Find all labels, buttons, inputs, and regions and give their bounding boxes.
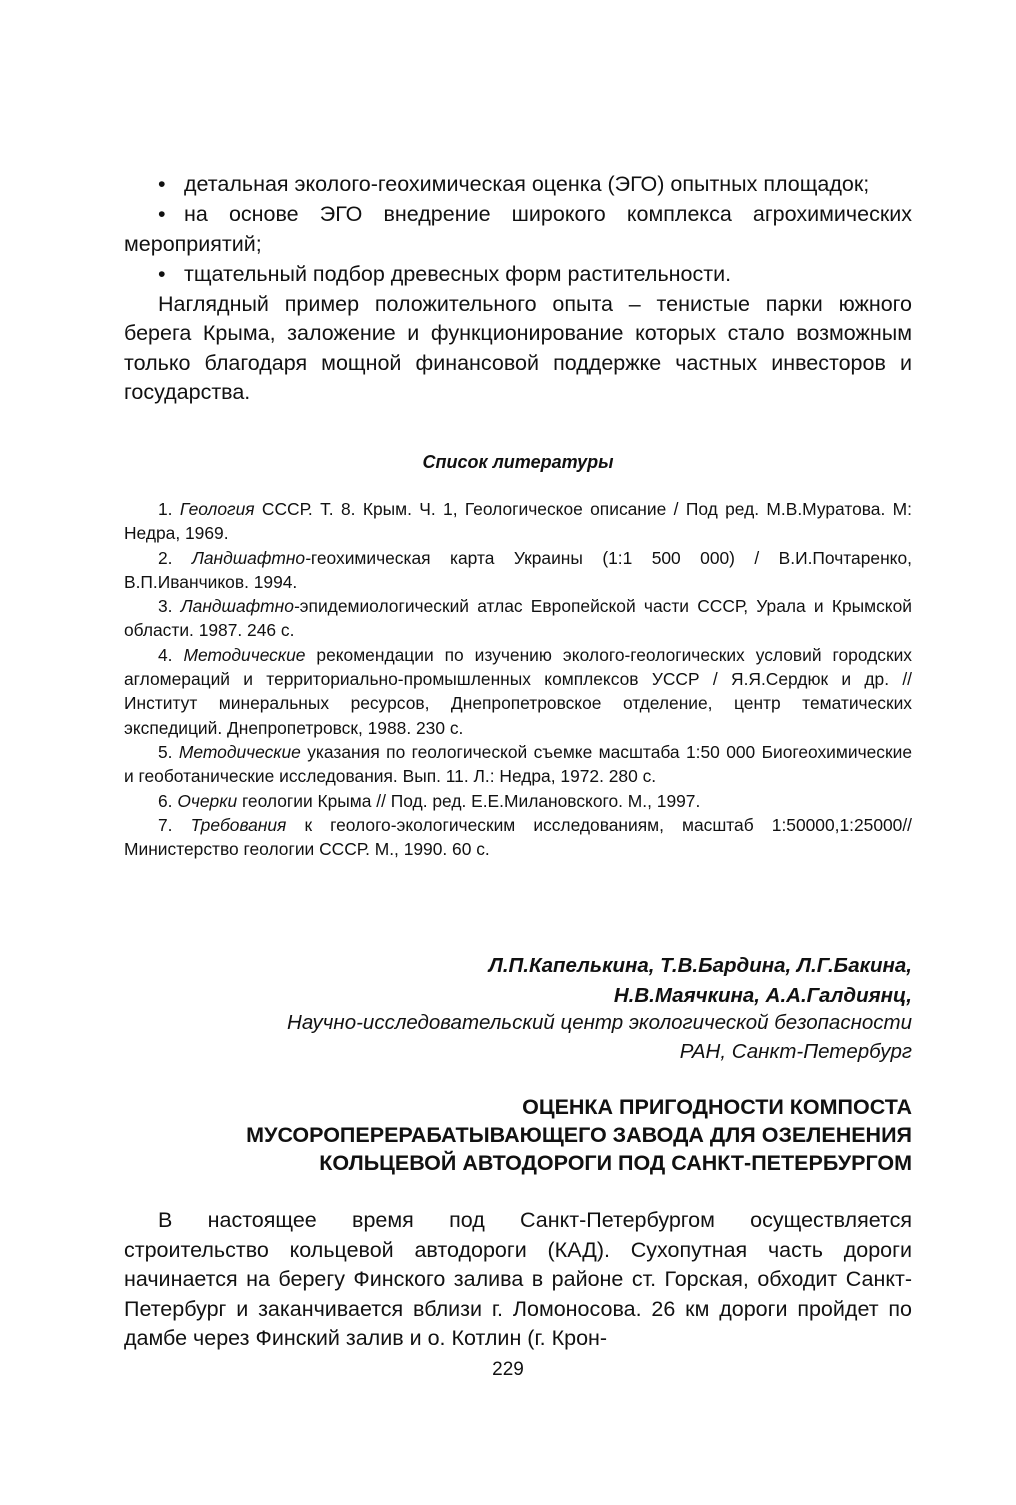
authors-line: Л.П.Капелькина, Т.В.Бардина, Л.Г.Бакина, <box>488 954 912 977</box>
bullet-dot-icon: • <box>158 172 166 196</box>
reference-keyword: Очерки <box>177 790 238 811</box>
references-heading: Список литературы <box>422 452 614 472</box>
bullet-dot-icon: • <box>158 261 166 286</box>
reference-item <box>124 594 912 643</box>
bullet-text: тщательный подбор древесных форм растительности. <box>184 261 732 286</box>
reference-item <box>124 497 912 546</box>
reference-keyword: Методические <box>178 741 301 762</box>
bullet-text: детальная эколого-геохимическая оценка (ЭГО) опытных площадок; <box>184 172 870 196</box>
bullet-dot-icon: • <box>158 202 166 227</box>
reference-number: 4. <box>158 644 173 665</box>
article-title <box>112 1093 912 1177</box>
reference-number: 5. <box>158 741 173 762</box>
article-title-line: ОЦЕНКА ПРИГОДНОСТИ КОМПОСТА <box>522 1095 912 1119</box>
page-number: 229 <box>492 1359 524 1380</box>
references-list <box>124 497 912 861</box>
reference-text: геологии Крыма // Под. ред. Е.Е.Милановского. М., 1997. <box>237 790 701 811</box>
affiliation <box>124 1008 912 1066</box>
bullet-item <box>124 170 912 199</box>
article-title-line: МУСОРОПЕРЕРАБАТЫВАЮЩЕГО ЗАВОДА ДЛЯ ОЗЕЛЕНЕНИЯ <box>246 1123 912 1147</box>
reference-text: геохимическая карта Украины (1:1 500 000) / В.И.Почтаренко, В.П.Иванчиков. 1994. <box>124 547 912 592</box>
reference-item <box>124 546 912 595</box>
reference-item <box>124 740 912 789</box>
reference-text: эпидемиологический атлас Европейской части СССР, Урала и Крымской области. 1987. 246 с. <box>124 596 912 641</box>
main-text-block <box>124 170 912 407</box>
affiliation-line: Научно-исследовательский центр экологической безопасности <box>287 1011 912 1034</box>
bullet-item <box>124 260 912 289</box>
reference-number: 1. <box>158 499 173 519</box>
bullet-text: на основе ЭГО внедрение широкого комплекса агрохимических мероприятий; <box>124 202 912 256</box>
article-title-line: КОЛЬЦЕВОЙ АВТОДОРОГИ ПОД САНКТ-ПЕТЕРБУРГОМ <box>319 1151 912 1175</box>
reference-number: 2. <box>158 547 173 568</box>
bullet-item <box>124 200 912 259</box>
reference-item <box>124 789 912 813</box>
reference-keyword: Методические <box>183 644 306 665</box>
reference-text: указания по геологической съемке масштаба 1:50 000 Биогеохимические и геоботанические исследования. Вып. 11. Л.: Недра, 1972. 280 с. <box>124 741 912 787</box>
reference-item <box>124 643 912 740</box>
reference-number: 3. <box>158 596 173 617</box>
reference-item <box>124 813 912 862</box>
reference-text: к геолого-экологическим исследованиям, масштаб 1:50000,1:25000// Министерство геологии СССР. М., 1990. 60 с. <box>124 814 912 860</box>
authors-line: Н.В.Маячкина, А.А.Галдиянц, <box>613 984 912 1007</box>
reference-number: 7. <box>158 814 173 835</box>
authors <box>124 951 912 1011</box>
article-body <box>124 1206 912 1354</box>
reference-keyword: Ландшафтно- <box>180 596 300 617</box>
reference-keyword: Требования <box>190 814 287 835</box>
reference-text: СССР. Т. 8. Крым. Ч. 1, Геологическое описание / Под ред. М.В.Муратова. М: Недра, 1969. <box>124 499 912 544</box>
reference-keyword: Геология <box>179 499 255 519</box>
reference-number: 6. <box>158 790 173 811</box>
conclusion-paragraph: Наглядный пример положительного опыта – тенистые парки южного берега Крыма, заложение и функционирование которых стало возможным только благодаря мощной финансовой поддержке частных инвесторов и государства. <box>124 292 912 405</box>
reference-text: рекомендации по изучению эколого-геологических условий городских агломераций и территориально-промышленных комплексов УССР / Я.Я.Сердюк и др. // Институт минеральных ресурсов, Днепропетровское отделение, центр тематических экспедиций. Днепропетровск, 1988. 230 с. <box>124 644 912 738</box>
affiliation-line: РАН, Санкт-Петербург <box>679 1040 912 1063</box>
body-paragraph: В настоящее время под Санкт-Петербургом осуществляется строительство кольцевой автодороги (КАД). Сухопутная часть дороги начинается на берегу Финского залива в районе ст. Горская, обходит Санкт-Петербург и заканчивается вблизи г. Ломоносова. 26 км дороги пройдет по дамбе через Финский залив и о. Котлин (г. Крон- <box>124 1208 912 1350</box>
reference-keyword: Ландшафтно- <box>191 547 311 568</box>
